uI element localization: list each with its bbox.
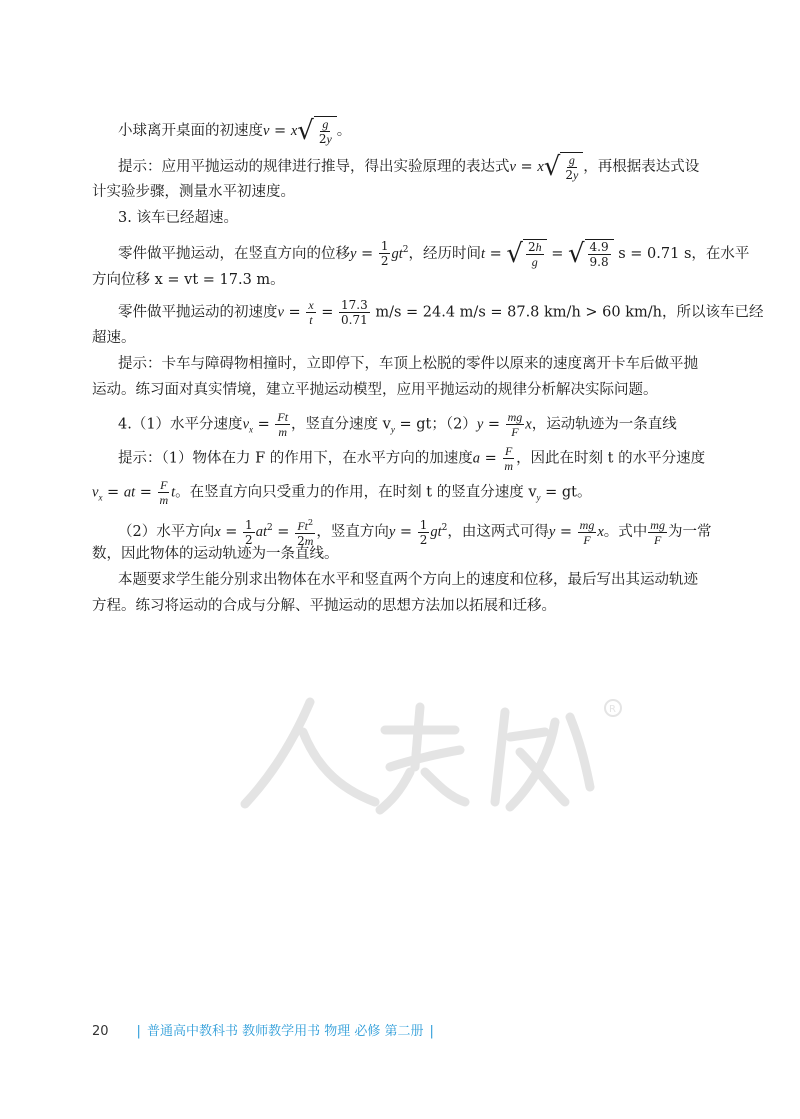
separator: | xyxy=(136,1024,141,1039)
text-line-4: 3. 该车已经超速。 xyxy=(118,210,238,226)
svg-text:R: R xyxy=(609,704,616,715)
publisher-watermark-logo xyxy=(205,692,625,822)
page-number: 20 xyxy=(92,1024,109,1039)
text-line-13: $v_x$ = at = $\frac{F}{m}$ t。在竖直方向只受重力的作用，在时刻 t 的竖直分速度 $v_y$ = gt。 xyxy=(92,478,592,507)
text-line-14: （2）水平方向x = $\frac{1}{2}$ $at^2$ = $\frac{Ft^2}{2m}$ ，竖直方向y = $\frac{1}{2}$ $gt^2$，由这两式可得y = $\frac{mg}{F}$ x。式中 $\frac{mg}{F}$ 为一常 xyxy=(118,517,712,548)
text-line-16: 本题要求学生能分别求出物体在水平和竖直两个方向上的速度和位移，最后写出其运动轨迹 xyxy=(118,572,698,588)
text-line-1: 小球离开桌面的初速度v = x √ $\frac{g}{2y}$ 。 xyxy=(118,116,352,146)
text-line-8: 超速。 xyxy=(92,330,136,346)
text-line-6: 方向位移 x = vt = 17.3 m。 xyxy=(92,272,285,288)
text-line-12: 提示：（1）物体在力 F 的作用下，在水平方向的加速度a = $\frac{F}{m}$ ，因此在时刻 t 的水平分速度 xyxy=(118,444,706,473)
text-line-9: 提示：卡车与障碍物相撞时，立即停下，车顶上松脱的零件以原来的速度离开卡车后做平抛 xyxy=(118,356,698,372)
text-line-5: 零件做平抛运动，在竖直方向的位移y = $\frac{1}{2}$ $gt^2$，经历时间t = √ $\frac{2h}{g}$ = √ $\frac{4.9}{9.8}$ s = 0.71 s，在水平 xyxy=(118,238,750,269)
text-line-2: 提示：应用平抛运动的规律进行推导，得出实验原理的表达式v = x √ $\frac{g}{2y}$ ，再根据表达式设 xyxy=(118,152,700,182)
separator: | xyxy=(429,1024,434,1039)
text: 小球离开桌面的初速度 xyxy=(118,123,263,139)
text-line-15: 数，因此物体的运动轨迹为一条直线。 xyxy=(92,546,339,562)
book-series-title: 普通高中教科书 教师教学用书 物理 必修 第二册 xyxy=(146,1024,424,1039)
text-line-10: 运动。练习面对真实情境，建立平抛运动模型，应用平抛运动的规律分析解决实际问题。 xyxy=(92,382,658,398)
text-line-17: 方程。练习将运动的合成与分解、平抛运动的思想方法加以拓展和迁移。 xyxy=(92,598,556,614)
text-line-3: 计实验步骤，测量水平初速度。 xyxy=(92,184,295,200)
text-line-11: 4.（1）水平分速度$v_x$ = $\frac{Ft}{m}$ ，竖直分速度 $v_y$ = gt；（2）y = $\frac{mg}{F}$ x，运动轨迹为一条直线 xyxy=(118,410,677,439)
page-footer xyxy=(92,1020,440,1039)
text-line-7: 零件做平抛运动的初速度v = $\frac{x}{t}$ = $\frac{17.3}{0.71}$ m/s = 24.4 m/s = 87.8 km/h > 60 km/h，所以该车已经 xyxy=(118,298,764,327)
